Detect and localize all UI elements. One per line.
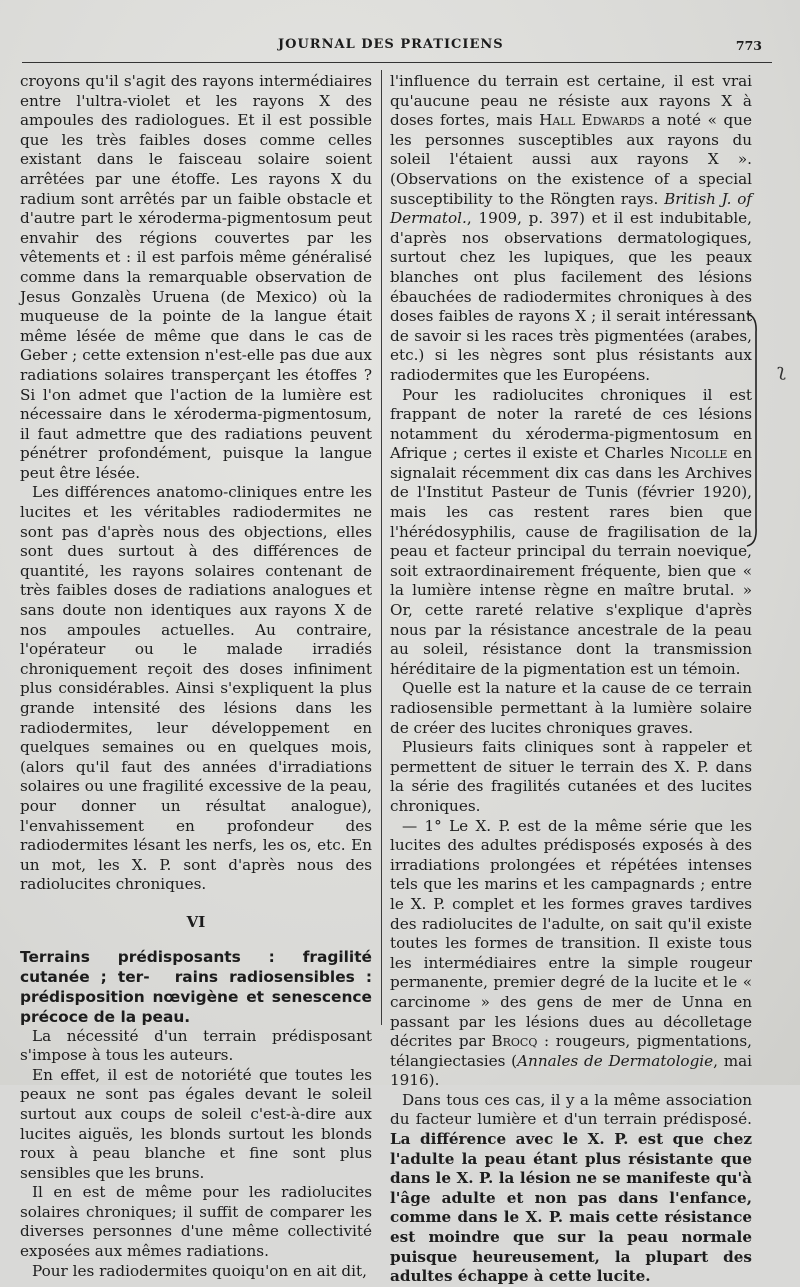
right-paragraph-5 (390, 817, 752, 1091)
right-paragraph-6 (390, 1091, 752, 1287)
author-name-brocq: Brocq (491, 1032, 538, 1051)
right-p6-text: Dans tous ces cas, il y a la même association du facteur lumière et d'un terrain prédisposé. (390, 1090, 752, 1129)
left-column (20, 72, 372, 1281)
right-p5-text-b: : rougeurs, pigmentations, télangiectasies ( (390, 1032, 752, 1070)
right-paragraph-4: Plusieurs faits cliniques sont à rappeler et permettent de situer le terrain des X. P. dans la série des fragilités cutanées et des lucites chroniques. (390, 738, 752, 815)
right-paragraph-3: Quelle est la nature et la cause de ce terrain radiosensible permettant à la lumière solaire de créer des lucites chroniques graves. (390, 679, 752, 737)
citation-british-journal: British J. of Dermatol. (390, 189, 752, 228)
right-p2-text-a: Pour les radiolucites chroniques il est frappant de noter la rareté de ces lésions notamment du xéroderma-pigmentosum en Afrique ; certes il existe et Charles (390, 385, 752, 463)
right-p2-text-b: en signalait récemment dix cas dans les Archives de l'Institut Pasteur de Tunis (février 1920), mais les cas restent rares bien que l'hérédosyphilis, cause de fragilisation de la peau et facteur principal du terrain noevique, soit extraordinairement fréquente, bien que « la lumière intense règne en maître brutal. » Or, cette rareté relative s'explique d'après nous par la résistance ancestrale de la peau au soleil, résistance dont la transmission héréditaire de la pigmentation est un témoin. (390, 444, 753, 678)
left-paragraph-1: croyons qu'il s'agit des rayons intermédiaires entre l'ultra-violet et les rayons X des ampoules des radiologues. Et il est possible que les très faibles doses comme celles existant dans le faisceau solaire soient arrêtées par une étoffe. Les rayons X du radium sont arrêtés par un faible obstacle et d'autre part le xéroderma-pigmentosum peut envahir des régions couvertes par les vêtements et : il est parfois même généralisé comme dans la remarquable observation de Jesus Gonzalès Uruena (de Mexico) où la muqueuse de la pointe de la langue était même lésée de même que dans le cas de Geber ; cette extension n'est-elle pas due aux radiations solaires transperçant les étoffes ? Si l'on admet que l'action de la lumière est nécessaire dans le xéroderma-pigmentosum, il faut admettre que des radiations peuvent pénétrer profondément, puisque la langue peut être lésée. (20, 72, 372, 482)
left-paragraph-6: Pour les radiodermites quoiqu'on en ait dit, (32, 1261, 367, 1280)
running-head (0, 36, 800, 56)
right-p1-text-b: a noté « que les personnes susceptibles aux rayons du soleil l'étaient aussi aux rayons X ». (Observations on the existence of a special susceptibility to the Röngten rays. (390, 111, 753, 208)
left-paragraph-2: Les différences anatomo-cliniques entre les lucites et les véritables radiodermites ne sont pas d'après nous des objections, elles sont dues surtout à des différences de quantité, les rayons solaires contenant de très faibles doses de radiations analogues et sans doute non identiques aux rayons X de nos ampoules actuelles. Au contraire, l'opérateur ou le malade irradiés chroniquement reçoit des doses infiniment plus considérables. Ainsi s'expliquent la plus grande intensité des lésions dans les radiodermites, leur développement en quelques semaines ou en quelques mois, (alors qu'il faut des années d'irradiations solaires ou une fragilité excessive de la peau, pour donner un résultat analogue), l'envahissement en profondeur des radiodermites lésant les nerfs, les os, etc. En un mot, les X. P. sont d'après nous des radiolucites chroniques. (20, 483, 372, 894)
right-paragraph-1 (390, 72, 752, 386)
right-p1-text-c: , 1909, p. 397) et il est indubitable, d'après nos observations dermatologiques, surtout chez les lupiques, que les peaux blanches ont plus facilement des lésions ébauchées de radiodermites chroniques à des doses faibles de rayons X ; il serait intéressant de savoir si les races très pigmentées (arabes, etc.) si les nègres sont plus résistants aux radiodermites que les Européens. (390, 209, 752, 384)
column-divider (381, 70, 382, 1025)
right-paragraph-2 (390, 386, 752, 680)
author-name-nicolle: Nicolle (669, 444, 728, 463)
section-number: VI (186, 912, 206, 931)
left-paragraph-3: La nécessité d'un terrain prédisposant s'impose à tous les auteurs. (20, 1026, 372, 1065)
author-name-hall-edwards: Hall Edwards (539, 111, 645, 130)
margin-mark: ʅ (777, 360, 786, 381)
citation-annales: Annales de Dermatologie (517, 1051, 714, 1070)
page-number: 773 (735, 38, 762, 53)
left-paragraph-4: En effet, il est de notoriété que toutes les peaux ne sont pas égales devant le soleil surtout aux coups de soleil c'est-à-dire aux lucites aiguës, les blonds surtout les blonds roux à peau blanche et fine sont plus sensibles que les bruns. (20, 1065, 372, 1182)
journal-title: JOURNAL DES PRATICIENS (278, 37, 504, 52)
right-p5-text-a: — 1° Le X. P. est de la même série que les lucites des adultes prédisposés exposés à des irradiations prolongées et répétées intenses tels que les marins et les campagnards ; entre le X. P. complet et les formes graves tardives des radiolucites de l'adulte, on sait qu'il existe toutes les formes de transition. Il existe tous les intermédiaires entre la simple rougeur permanente, premier degré de la lucite et le « carcinome » des gens de mer de Unna en passant par les lésions dues au décolletage décrites par (390, 816, 752, 1051)
right-p6-bold-text: La différence avec le X. P. est que chez l'adulte la peau étant plus résistante que dans le X. P. la lésion ne se manifeste qu'à l'âge adulte et non pas dans l'enfance, comme dans le X. P. mais cette résistance est moindre que sur la peau normale puisque heureusement, la plupart des adultes échappe à cette lucite. (390, 1130, 752, 1286)
right-p5-text-c: , mai 1916). (390, 1051, 753, 1090)
section-heading-line1: Terrains prédisposants : fragilité cutanée ; ter- (20, 947, 372, 986)
left-paragraph-5: Il en est de même pour les radiolucites solaires chroniques; il suffit de comparer les diverses personnes d'une même collectivité exposées aux mêmes radiations. (20, 1183, 372, 1261)
right-p1-text-a: l'influence du terrain est certaine, il est vrai qu'aucune peau ne résiste aux rayons X à doses fortes, mais (390, 72, 752, 130)
right-column (390, 72, 752, 1287)
header-rule (22, 62, 772, 63)
margin-bracket-annotation (745, 312, 759, 548)
section-heading (20, 947, 372, 1027)
section-heading-rest: rains radiosensibles : prédisposition nœvigène et senescence précoce de la peau. (20, 967, 372, 1026)
